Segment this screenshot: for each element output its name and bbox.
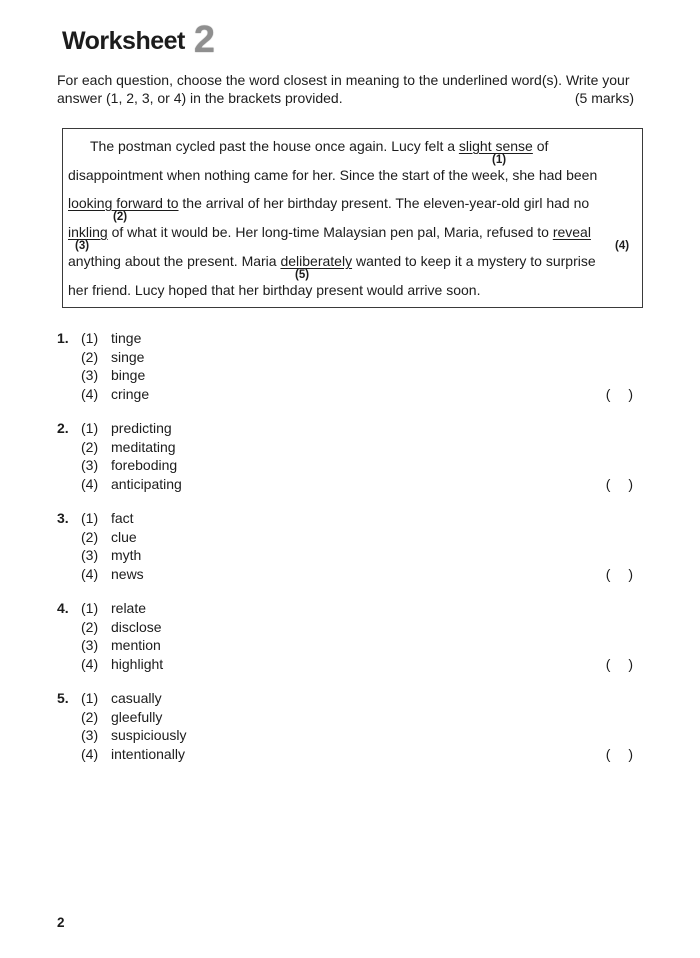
option-number: (3) <box>81 547 99 563</box>
option-number: (3) <box>81 727 99 743</box>
option-text: myth <box>111 547 142 563</box>
option-number: (4) <box>81 745 99 762</box>
question-4 <box>57 599 634 673</box>
option-number: (3) <box>81 457 99 473</box>
option-number: (1) <box>81 420 99 436</box>
option-text: clue <box>111 528 137 545</box>
option-number: (2) <box>81 438 99 455</box>
question-number: 1. <box>57 330 69 346</box>
option-text: singe <box>111 348 145 365</box>
underlined-term-1: slight sense <box>458 138 533 154</box>
annotation-row <box>68 269 637 283</box>
option-number: (2) <box>81 618 99 635</box>
question-5 <box>57 689 634 763</box>
option-number: (1) <box>81 330 99 346</box>
question-number: 5. <box>57 690 69 706</box>
option-text: foreboding <box>111 457 178 473</box>
answer-bracket: ( ) <box>605 656 633 672</box>
worksheet-title-label: Worksheet <box>62 27 185 55</box>
annotation-row <box>68 154 637 168</box>
answer-bracket: ( ) <box>605 566 633 582</box>
passage-line <box>68 225 637 240</box>
passage-text: the arrival of her birthday present. The eleven-year-old girl had no <box>178 195 590 211</box>
option-number: (1) <box>81 600 99 616</box>
passage-text: of what it would be. Her long-time Malaysian pen pal, Maria, refused to <box>107 224 553 240</box>
marks-label: (5 marks) <box>574 90 634 106</box>
option-number: (4) <box>81 565 99 582</box>
annotation-number-3: (3) <box>75 240 90 252</box>
instructions <box>57 71 634 107</box>
underlined-term-4: reveal <box>552 224 591 240</box>
option-text: mention <box>111 637 161 653</box>
annotation-row <box>68 211 637 225</box>
answer-bracket: ( ) <box>605 476 633 492</box>
option-number: (1) <box>81 690 99 706</box>
option-text: highlight <box>111 655 164 672</box>
option-text: fact <box>111 510 134 526</box>
option-text: tinge <box>111 330 142 346</box>
option-number: (2) <box>81 528 99 545</box>
option-text: meditating <box>111 438 176 455</box>
option-number: (4) <box>81 655 99 672</box>
passage-text: of <box>532 138 549 154</box>
option-number: (4) <box>81 385 99 402</box>
option-text: anticipating <box>111 475 182 492</box>
underlined-term-3: inkling <box>68 224 108 240</box>
option-number: (2) <box>81 708 99 725</box>
option-number: (1) <box>81 510 99 526</box>
option-number: (3) <box>81 367 99 383</box>
passage-line <box>68 254 637 269</box>
questions-section <box>57 329 634 779</box>
worksheet-number: 2 <box>193 19 215 61</box>
option-text: intentionally <box>111 745 185 762</box>
annotation-number-4: (4) <box>615 240 630 252</box>
answer-bracket: ( ) <box>605 386 633 402</box>
option-text: suspiciously <box>111 727 187 743</box>
annotation-number-1: (1) <box>492 154 507 166</box>
option-text: cringe <box>111 385 150 402</box>
option-text: news <box>111 565 144 582</box>
passage-line: her friend. Lucy hoped that her birthday present would arrive soon. <box>68 282 481 298</box>
passage-text: wanted to keep it a mystery to surprise <box>352 253 596 269</box>
passage-text: anything about the present. Maria <box>68 253 281 269</box>
passage-text: The postman cycled past the house once again. Lucy felt a <box>90 138 459 154</box>
instructions-line-2: answer (1, 2, 3, or 4) in the brackets provided. <box>57 90 343 106</box>
option-number: (3) <box>81 637 99 653</box>
option-text: casually <box>111 690 162 706</box>
option-text: binge <box>111 367 146 383</box>
option-text: gleefully <box>111 708 163 725</box>
annotation-number-2: (2) <box>113 211 128 223</box>
question-number: 3. <box>57 510 69 526</box>
option-number: (4) <box>81 475 99 492</box>
passage-line: disappointment when nothing came for her. Since the start of the week, she had been <box>68 167 598 183</box>
passage-line <box>68 139 637 154</box>
option-number: (2) <box>81 348 99 365</box>
question-number: 4. <box>57 600 69 616</box>
option-text: relate <box>111 600 147 616</box>
answer-bracket: ( ) <box>605 746 633 762</box>
underlined-term-5: deliberately <box>280 253 353 269</box>
annotation-row <box>68 240 637 254</box>
question-2 <box>57 419 634 493</box>
passage-box <box>62 128 643 308</box>
passage-line <box>68 196 637 211</box>
question-3 <box>57 509 634 583</box>
underlined-term-2: looking forward to <box>68 195 179 211</box>
page-number: 2 <box>57 915 65 930</box>
question-number: 2. <box>57 420 69 436</box>
annotation-number-5: (5) <box>295 269 310 281</box>
option-text: predicting <box>111 420 172 436</box>
instructions-line-1: For each question, choose the word closest in meaning to the underlined word(s). Write your <box>57 72 630 88</box>
page-title <box>62 19 215 61</box>
question-1 <box>57 329 634 403</box>
option-text: disclose <box>111 618 162 635</box>
